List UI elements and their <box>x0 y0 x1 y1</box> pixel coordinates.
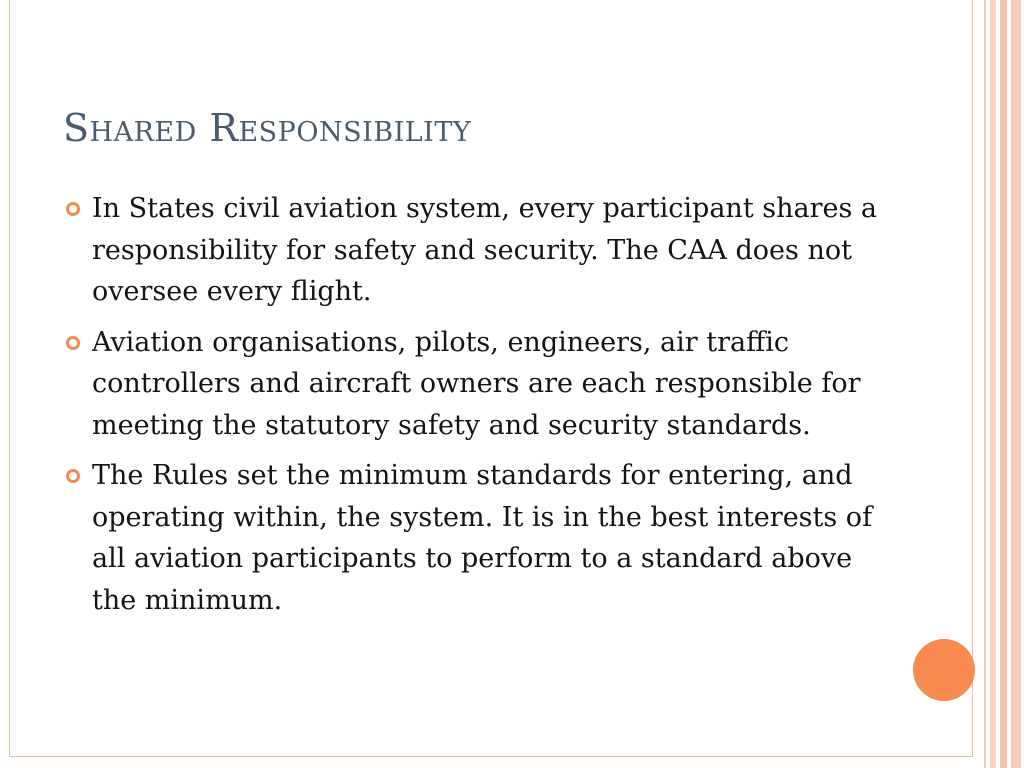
bullet-ring-icon <box>66 202 80 216</box>
bullet-item <box>62 322 892 447</box>
decorative-stripe <box>1000 0 1007 768</box>
bullet-text: In States civil aviation system, every participant shares a responsibility for safety and security. The CAA does not oversee every flight. <box>92 193 878 307</box>
bullet-ring-icon <box>66 336 80 350</box>
decorative-stripe <box>984 0 986 768</box>
bullet-ring-icon <box>66 469 80 483</box>
bullet-text: Aviation organisations, pilots, engineers, air traffic controllers and aircraft owners are each responsible for meeting the statutory safety and security standards. <box>92 326 861 441</box>
decorative-circle <box>913 639 975 701</box>
bullet-text: The Rules set the minimum standards for entering, and operating within, the system. It is in the best interests of all aviation participants to perform to a standard above the minimum. <box>92 460 873 616</box>
slide-title: Shared Responsibility <box>63 106 472 150</box>
bullet-item <box>62 455 892 621</box>
bullet-list <box>62 188 892 630</box>
bullet-item <box>62 188 892 313</box>
decorative-stripe <box>1011 0 1021 768</box>
decorative-stripe <box>990 0 996 768</box>
